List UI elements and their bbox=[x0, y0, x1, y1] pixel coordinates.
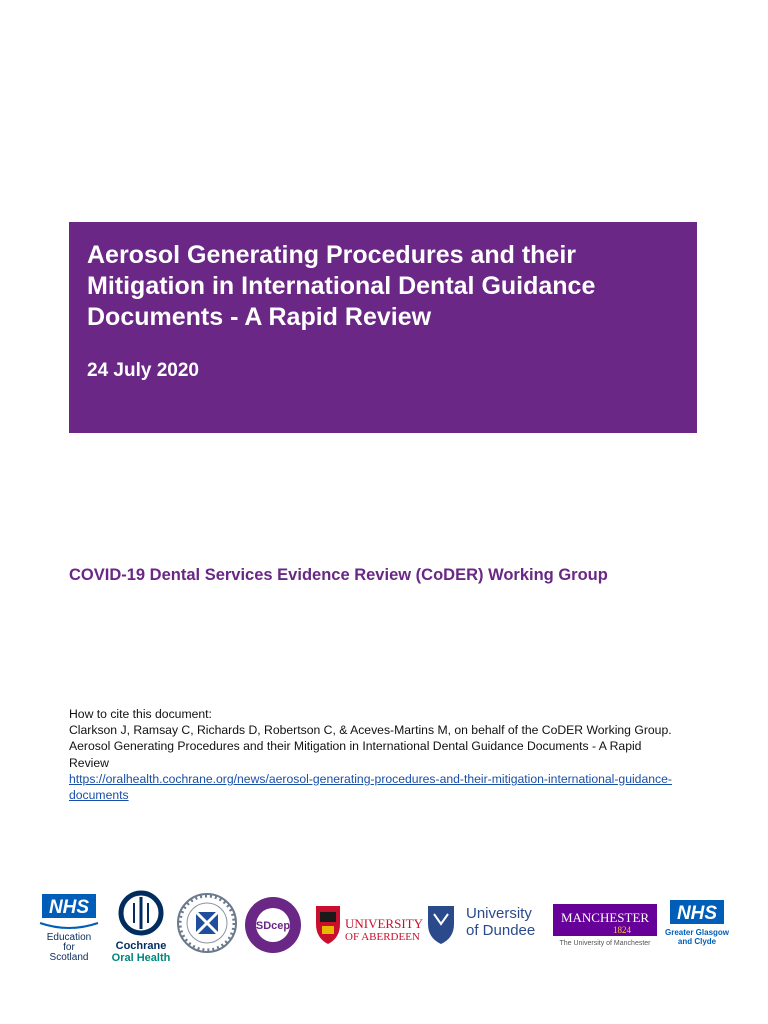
sdcep-mark-text: SDcep bbox=[255, 920, 291, 932]
hsru-seal-graphic bbox=[176, 892, 238, 954]
university-of-manchester-logo bbox=[553, 902, 659, 948]
document-date: 24 July 2020 bbox=[87, 360, 199, 381]
university-of-dundee-logo bbox=[426, 900, 546, 946]
citation-text: Clarkson J, Ramsay C, Richards D, Robertson C, & Aceves-Martins M, on behalf of the CoDER Working Group. Aerosol Generating Procedures and their Mitigation in International Dental Guidance Documents - A Rapid Review bbox=[69, 723, 672, 770]
nhs-greater-glasgow-clyde-logo bbox=[664, 898, 730, 950]
nhs-education-scotland-logo bbox=[36, 890, 102, 962]
nhs-glasgow-line2: and Clyde bbox=[677, 937, 717, 946]
nhs-glasgow-graphic bbox=[664, 898, 730, 950]
aberdeen-graphic bbox=[312, 900, 424, 946]
manchester-graphic bbox=[553, 902, 659, 948]
manchester-mark-text: MANCHESTER bbox=[560, 910, 650, 925]
hsru-seal-logo bbox=[176, 892, 238, 954]
citation-block bbox=[69, 706, 675, 803]
citation-heading: How to cite this document: bbox=[69, 707, 212, 721]
partner-logos bbox=[0, 880, 768, 970]
nhs-mark-text: NHS bbox=[48, 897, 90, 918]
dundee-line2: of Dundee bbox=[466, 922, 536, 939]
university-of-aberdeen-logo bbox=[312, 900, 424, 946]
citation-link[interactable]: https://oralhealth.cochrane.org/news/aerosol-generating-procedures-and-their-mitigation-international-guidance-documents bbox=[69, 771, 672, 803]
manchester-year: 1824 bbox=[613, 925, 631, 935]
cochrane-line2: Oral Health bbox=[111, 952, 171, 964]
cochrane-oral-health-logo bbox=[110, 888, 172, 966]
nhs-education-line3: Scotland bbox=[49, 952, 89, 962]
dundee-line1: University bbox=[466, 905, 532, 922]
cochrane-line1: Cochrane bbox=[115, 940, 167, 952]
manchester-caption: The University of Manchester bbox=[559, 940, 651, 947]
nhs-glasgow-line1: Greater Glasgow bbox=[664, 928, 730, 937]
cochrane-graphic bbox=[110, 888, 172, 966]
dundee-graphic bbox=[426, 900, 546, 946]
document-title: Aerosol Generating Procedures and their Mitigation in International Dental Guidance Documents - A Rapid Review bbox=[87, 241, 596, 331]
aberdeen-line2: OF ABERDEEN bbox=[345, 931, 420, 943]
nhs-education-scotland-graphic bbox=[36, 890, 102, 962]
sdcep-logo bbox=[244, 896, 302, 954]
nhs-education-line2: for bbox=[63, 942, 75, 953]
working-group-heading: COVID-19 Dental Services Evidence Review (CoDER) Working Group bbox=[69, 566, 608, 584]
nhs-glasgow-mark-text: NHS bbox=[676, 903, 718, 924]
nhs-education-line1: Education bbox=[46, 932, 92, 943]
sdcep-graphic bbox=[244, 896, 302, 954]
title-banner bbox=[69, 222, 697, 433]
aberdeen-line1: UNIVERSITY bbox=[345, 916, 423, 931]
